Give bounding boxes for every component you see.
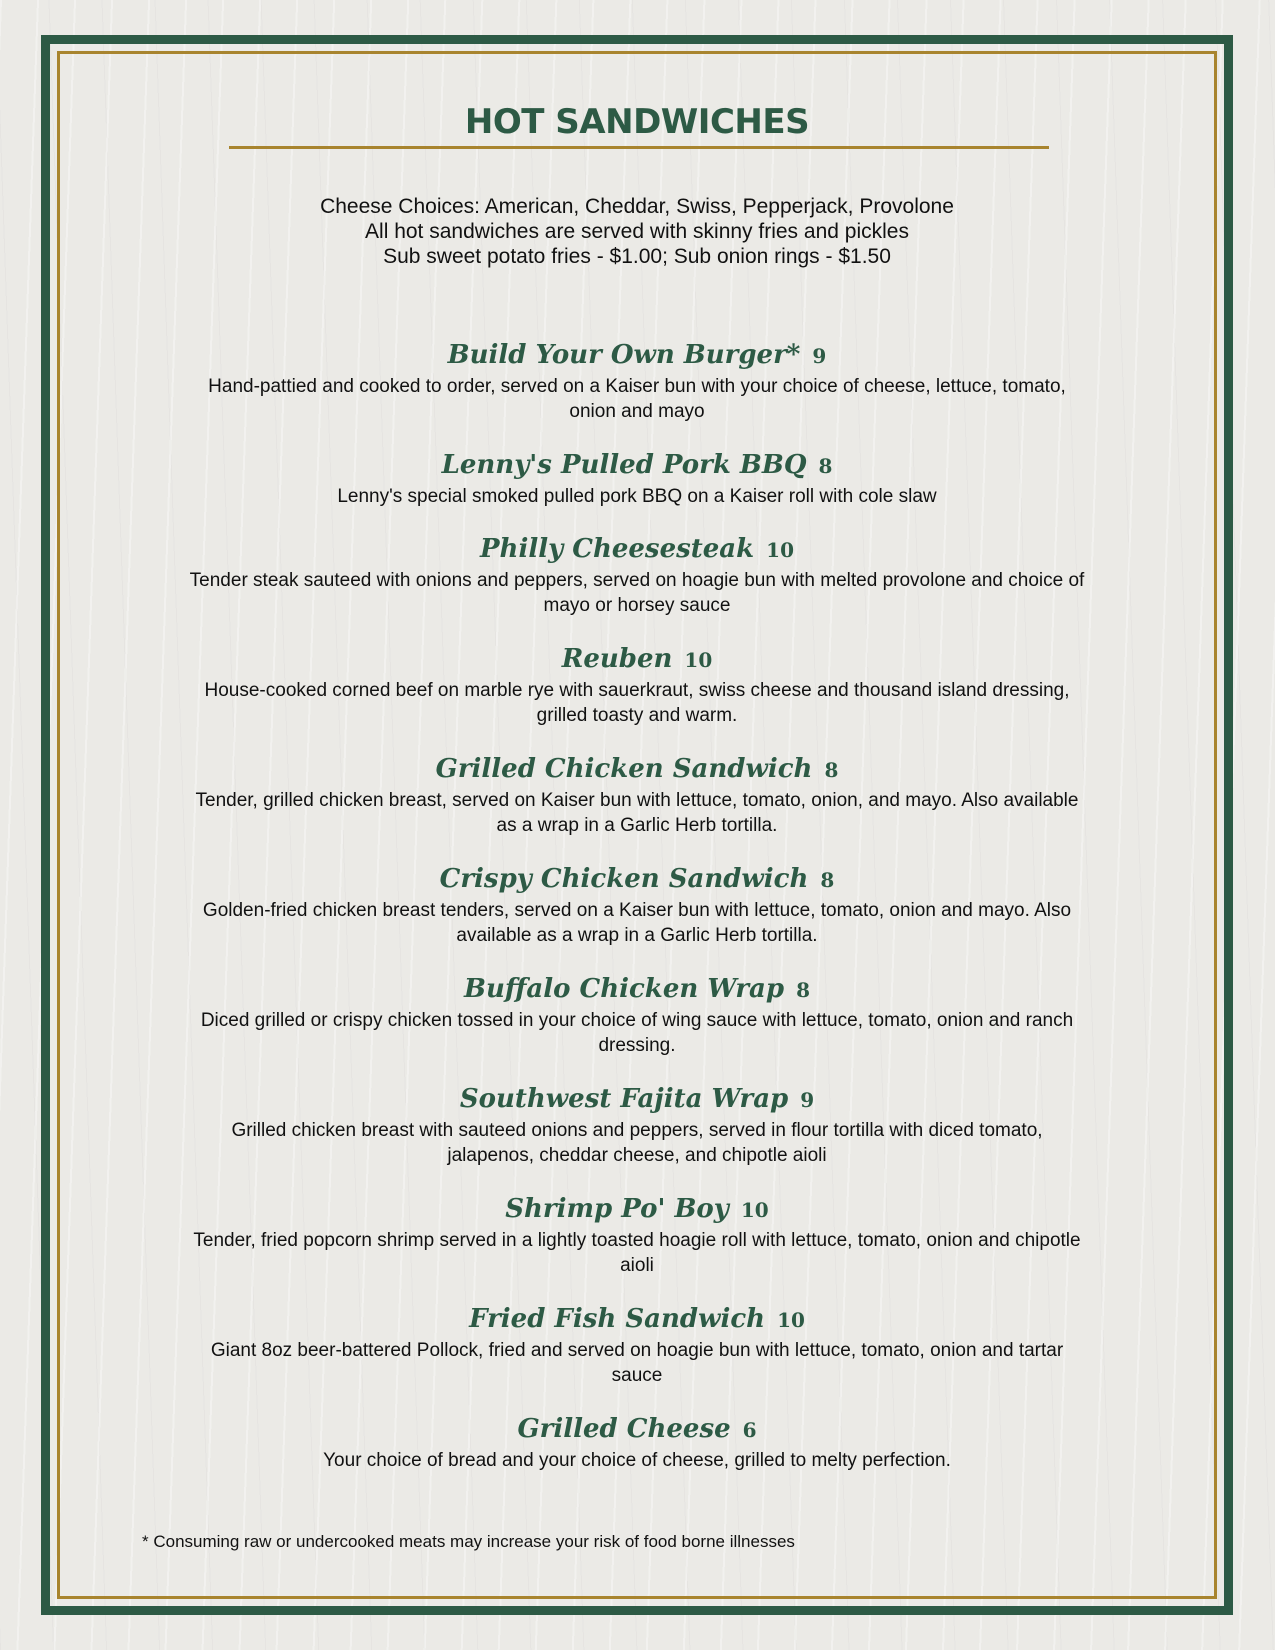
item-price: 10 [740,1198,769,1222]
menu-item [60,338,1214,448]
item-description: Giant 8oz beer-battered Pollock, fried and served on hoagie bun with lettuce, tomato, onion and tartar sauce [210,1340,1064,1386]
item-description: House-cooked corned beef on marble rye with sauerkraut, swiss cheese and thousand island dressing, grilled toasty and warm. [204,680,1070,726]
menu-items-list [60,338,1214,1522]
item-name: Reuben [561,644,673,674]
menu-notes [60,194,1214,269]
menu-item [60,862,1214,972]
note-line: Cheese Choices: American, Cheddar, Swiss, Pepperjack, Provolone [320,195,954,218]
menu-item [60,642,1214,752]
item-price: 8 [818,454,833,478]
item-price: 9 [800,1088,815,1112]
item-description: Lenny's special smoked pulled pork BBQ on a Kaiser roll with cole slaw [337,486,937,507]
note-line: Sub sweet potato fries - $1.00; Sub onion rings - $1.50 [383,245,891,268]
item-name: Shrimp Po' Boy [505,1194,729,1224]
title-divider [229,146,1049,149]
menu-item [60,1192,1214,1302]
item-description: Golden-fried chicken breast tenders, served on a Kaiser bun with lettuce, tomato, onion and mayo. Also available as a wrap in a Garlic Herb tortilla. [202,900,1072,946]
item-name: Lenny's Pulled Pork BBQ [441,450,807,480]
item-price: 6 [742,1418,757,1442]
item-description: Hand-pattied and cooked to order, served on a Kaiser bun with your choice of cheese, lettuce, tomato, onion and mayo [208,376,1066,422]
page-title: HOT SANDWICHES [464,102,810,142]
menu-item [60,752,1214,862]
item-description: Tender, fried popcorn shrimp served in a lightly toasted hoagie roll with lettuce, tomato, onion and chipotle aioli [193,1230,1081,1276]
item-name: Grilled Cheese [517,1414,731,1444]
item-name: Fried Fish Sandwich [469,1304,766,1334]
item-description: Your choice of bread and your choice of cheese, grilled to melty perfection. [323,1450,951,1471]
footnote: * Consuming raw or undercooked meats may increase your risk of food borne illnesses [142,1532,795,1551]
menu-page [60,54,1214,1596]
item-name: Grilled Chicken Sandwich [435,754,813,784]
item-price: 8 [820,868,835,892]
item-name: Southwest Fajita Wrap [459,1084,789,1114]
menu-item [60,1412,1214,1522]
item-price: 10 [766,538,794,562]
menu-item [60,1302,1214,1412]
item-price: 8 [824,758,839,782]
item-name: Buffalo Chicken Wrap [464,974,785,1004]
item-name: Philly Cheesesteak [480,534,755,564]
item-description: Tender steak sauteed with onions and peppers, served on hoagie bun with melted provolone and choice of mayo or horsey sauce [189,570,1085,616]
menu-item [60,972,1214,1082]
item-name: Crispy Chicken Sandwich [439,864,809,894]
item-price: 10 [777,1308,805,1332]
menu-item [60,448,1214,532]
item-description: Grilled chicken breast with sauteed onions and peppers, served in flour tortilla with diced tomato, jalapenos, cheddar cheese, and chipotle aioli [231,1120,1043,1166]
note-line: All hot sandwiches are served with skinny fries and pickles [365,220,909,243]
menu-item [60,1082,1214,1192]
item-description: Tender, grilled chicken breast, served on Kaiser bun with lettuce, tomato, onion, and mayo. Also available as a wrap in a Garlic Herb tortilla. [195,790,1079,836]
item-price: 10 [684,648,713,672]
item-price: 9 [812,344,827,368]
item-name: Build Your Own Burger* [447,340,801,370]
menu-item [60,532,1214,642]
item-description: Diced grilled or crispy chicken tossed in your choice of wing sauce with lettuce, tomato, onion and ranch dressing. [200,1010,1074,1056]
item-price: 8 [796,978,810,1002]
